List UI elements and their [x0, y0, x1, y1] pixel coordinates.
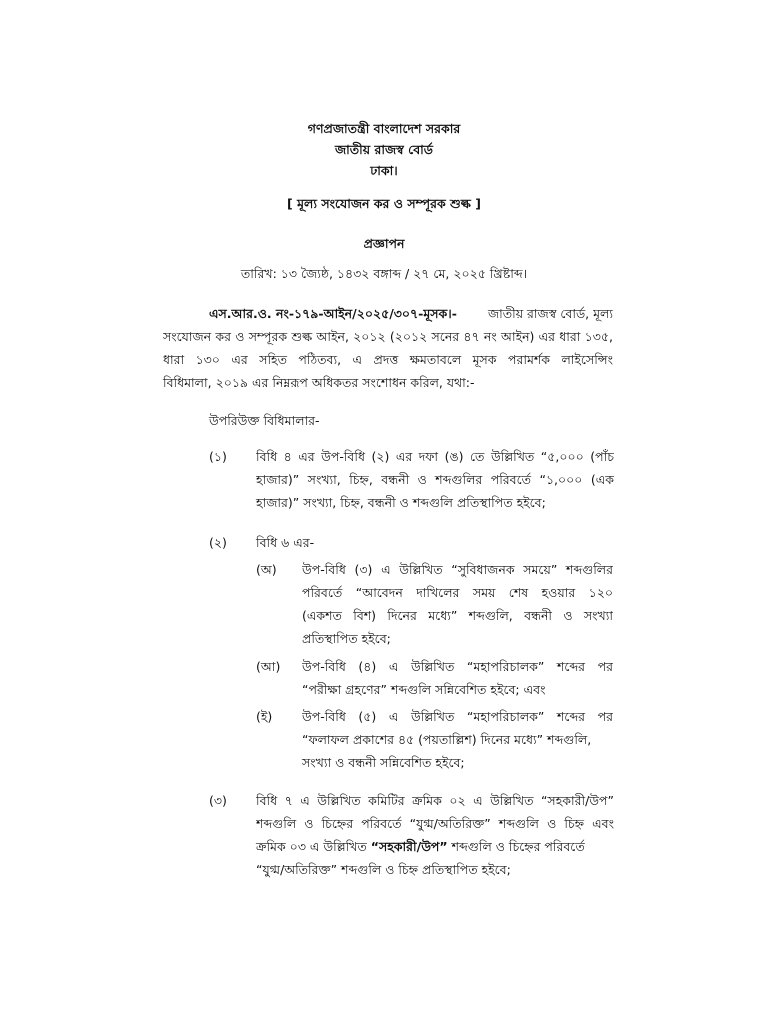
- item-3-number: (৩): [209, 793, 227, 808]
- item-1-number: (১): [209, 449, 227, 464]
- item-3-line-4: “যুগ্ম/অতিরিক্ত” শব্দগুলি ও চিহ্ন প্রতিস্থাপিত হইবে;: [256, 862, 511, 877]
- sub-aa-line-1: উপ-বিধি (৪) এ উল্লিখিত “মহাপরিচালক” শব্দের পর: [302, 659, 613, 674]
- subject-line: [ মূল্য সংযোজন কর ও সম্পূরক শুল্ক ]: [287, 196, 481, 211]
- sub-i-number: (ই): [256, 709, 273, 724]
- intro-line-3: ধারা ১৩০ এর সহিত পঠিতব্য, এ প্রদত্ত ক্ষমতাবলে মূসক পরামর্শক লাইসেন্সিং: [163, 352, 613, 367]
- intro-line-2: সংযোজন কর ও সম্পূরক শুল্ক আইন, ২০১২ (২০১২ সনের ৪৭ নং আইন) এর ধারা ১৩৫,: [163, 329, 613, 344]
- notification-date: তারিখ: ১৩ জ্যৈষ্ঠ, ১৪৩২ বঙ্গাব্দ / ২৭ মে, ২০২৫ খ্রিষ্টাব্দ।: [240, 266, 528, 281]
- sub-i-line-2: “ফলাফল প্রকাশের ৪৫ (পয়তাল্লিশ) দিনের মধ্যে” শব্দগুলি,: [302, 732, 592, 747]
- item-2-number: (২): [209, 535, 227, 550]
- item-1-line-3: হাজার)” সংখ্যা, চিহ্ন, বন্ধনী ও শব্দগুলি প্রতিস্থাপিত হইবে;: [256, 495, 546, 510]
- board-name: জাতীয় রাজস্ব বোর্ড: [335, 142, 433, 157]
- sub-a-line-2: পরিবর্তে “আবেদন দাখিলের সময় শেষ হওয়ার ১২০: [302, 585, 613, 600]
- sub-aa-number: (আ): [256, 659, 281, 674]
- intro-line-4: বিধিমালা, ২০১৯ এর নিম্নরূপ অধিকতর সংশোধন করিল, যথা:-: [163, 375, 475, 390]
- item-3-line-3: [256, 839, 614, 859]
- item-3-line-3-a: ক্রমিক ০৩ এ উল্লিখিত: [256, 839, 367, 854]
- item-2-head: বিধি ৬ এর-: [256, 535, 315, 550]
- sub-a-number: (অ): [256, 562, 277, 577]
- sub-a-line-4: প্রতিস্থাপিত হইবে;: [302, 631, 391, 646]
- city-name: ঢাকা।: [370, 163, 398, 178]
- lead-text: উপরিউক্ত বিধিমালার-: [209, 413, 320, 428]
- intro-line-1-rest: জাতীয় রাজস্ব বোর্ড, মূল্য: [487, 306, 613, 321]
- item-1-line-1: বিধি ৪ এর উপ-বিধি (২) এর দফা (ঙ) তে উল্লিখিত “৫,০০০ (পাঁচ: [256, 449, 614, 464]
- item-1-line-2: হাজার)” সংখ্যা, চিহ্ন, বন্ধনী ও শব্দগুলির পরিবর্তে “১,০০০ (এক: [256, 472, 614, 487]
- item-3-line-2: শব্দগুলি ও চিহ্নের পরিবর্তে “যুগ্ম/অতিরিক্ত” শব্দগুলি ও চিহ্ন এবং: [256, 816, 614, 831]
- sub-a-line-1: উপ-বিধি (৩) এ উল্লিখিত “সুবিধাজনক সময়ে” শব্দগুলির: [302, 562, 613, 577]
- notification-title: প্রজ্ঞাপন: [363, 236, 405, 251]
- sub-aa-line-2: “পরীক্ষা গ্রহণের” শব্দগুলি সন্নিবেশিত হইবে; এবং: [302, 682, 546, 697]
- item-3-line-3-bold: “সহকারী/উপ”: [370, 839, 448, 854]
- sub-a-line-3: (একশত বিশ) দিনের মধ্যে” শব্দগুলি, বন্ধনী ও সংখ্যা: [302, 608, 613, 623]
- sub-i-line-1: উপ-বিধি (৫) এ উল্লিখিত “মহাপরিচালক” শব্দের পর: [302, 709, 613, 724]
- sub-i-line-3: সংখ্যা ও বন্ধনী সন্নিবেশিত হইবে;: [302, 755, 465, 770]
- intro-line-1: [209, 306, 613, 326]
- item-3-line-1: বিধি ৭ এ উল্লিখিত কমিটির ক্রমিক ০২ এ উল্লিখিত “সহকারী/উপ”: [256, 793, 614, 808]
- government-name: গণপ্রজাতন্ত্রী বাংলাদেশ সরকার: [307, 121, 461, 136]
- item-3-line-3-b: শব্দগুলি ও চিহ্নের পরিবর্তে: [451, 839, 585, 854]
- sro-number: এস.আর.ও. নং-১৭৯-আইন/২০২৫/৩০৭-মূসক।-: [209, 306, 457, 321]
